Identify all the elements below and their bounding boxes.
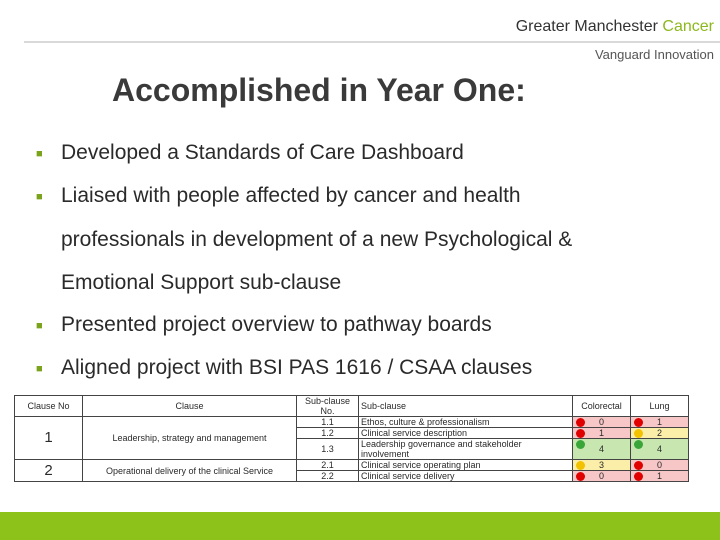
bullet-text: Presented project overview to pathway boards xyxy=(61,313,492,336)
sub-clause-description: Leadership governance and stakeholder involvement xyxy=(359,439,573,460)
clause-table xyxy=(14,395,689,482)
score-value: 0 xyxy=(598,471,604,481)
brand-prefix: Greater Manchester xyxy=(515,18,658,35)
sub-clause-description: Clinical service delivery xyxy=(359,471,573,482)
clause-name: Operational delivery of the clinical Service xyxy=(83,460,297,482)
sub-clause-number: 1.1 xyxy=(297,417,359,428)
table-row xyxy=(15,417,689,428)
status-dot-icon xyxy=(576,429,585,438)
bullet-text: Liaised with people affected by cancer and health xyxy=(61,184,521,207)
table-row xyxy=(15,460,689,471)
lung-score xyxy=(631,439,689,460)
brand-accent: Cancer xyxy=(662,18,714,35)
column-header: Sub-clause No. xyxy=(297,396,359,417)
score-value: 4 xyxy=(598,444,604,454)
lung-score xyxy=(631,428,689,439)
colorectal-score xyxy=(573,471,631,482)
bullet-text: Emotional Support sub-clause xyxy=(61,271,342,294)
slide-title: Accomplished in Year One: xyxy=(112,72,526,108)
score-value: 0 xyxy=(656,460,662,470)
bullet-marker: ■ xyxy=(36,191,43,203)
bullet-text: professionals in development of a new Psychological & xyxy=(61,228,573,251)
clause-number: 1 xyxy=(15,417,83,460)
status-dot-icon xyxy=(634,472,643,481)
score-value: 1 xyxy=(656,471,662,481)
colorectal-score xyxy=(573,428,631,439)
column-header: Clause xyxy=(83,396,297,417)
sub-clause-description: Ethos, culture & professionalism xyxy=(359,417,573,428)
bullet-text: Developed a Standards of Care Dashboard xyxy=(61,141,464,164)
column-header: Lung xyxy=(631,396,689,417)
lung-score xyxy=(631,471,689,482)
brand-subtitle: Vanguard Innovation xyxy=(594,47,714,62)
bullet-marker: ■ xyxy=(36,363,43,375)
status-dot-icon xyxy=(576,472,585,481)
status-dot-icon xyxy=(634,461,643,470)
clause-number: 2 xyxy=(15,460,83,482)
header-divider xyxy=(24,41,720,43)
column-header: Colorectal xyxy=(573,396,631,417)
score-value: 2 xyxy=(656,428,662,438)
status-dot-icon xyxy=(576,418,585,427)
sub-clause-description: Clinical service description xyxy=(359,428,573,439)
score-value: 0 xyxy=(598,417,604,427)
clause-name: Leadership, strategy and management xyxy=(83,417,297,460)
footer-accent-bar xyxy=(0,512,720,540)
column-header: Clause No xyxy=(15,396,83,417)
colorectal-score xyxy=(573,439,631,460)
bullet-marker: ■ xyxy=(36,148,43,160)
colorectal-score xyxy=(573,460,631,471)
column-header: Sub-clause xyxy=(359,396,573,417)
status-dot-icon xyxy=(576,440,585,449)
sub-clause-number: 2.2 xyxy=(297,471,359,482)
sub-clause-number: 2.1 xyxy=(297,460,359,471)
bullet-text: Aligned project with BSI PAS 1616 / CSAA clauses xyxy=(61,356,533,379)
score-value: 3 xyxy=(598,460,604,470)
lung-score xyxy=(631,417,689,428)
status-dot-icon xyxy=(634,418,643,427)
status-dot-icon xyxy=(576,461,585,470)
status-dot-icon xyxy=(634,440,643,449)
lung-score xyxy=(631,460,689,471)
sub-clause-description: Clinical service operating plan xyxy=(359,460,573,471)
sub-clause-number: 1.2 xyxy=(297,428,359,439)
colorectal-score xyxy=(573,417,631,428)
bullet-marker: ■ xyxy=(36,320,43,332)
status-dot-icon xyxy=(634,429,643,438)
brand-name xyxy=(516,18,714,36)
table-header-row xyxy=(15,396,689,417)
score-value: 1 xyxy=(598,428,604,438)
score-value: 1 xyxy=(656,417,662,427)
sub-clause-number: 1.3 xyxy=(297,439,359,460)
score-value: 4 xyxy=(656,444,662,454)
